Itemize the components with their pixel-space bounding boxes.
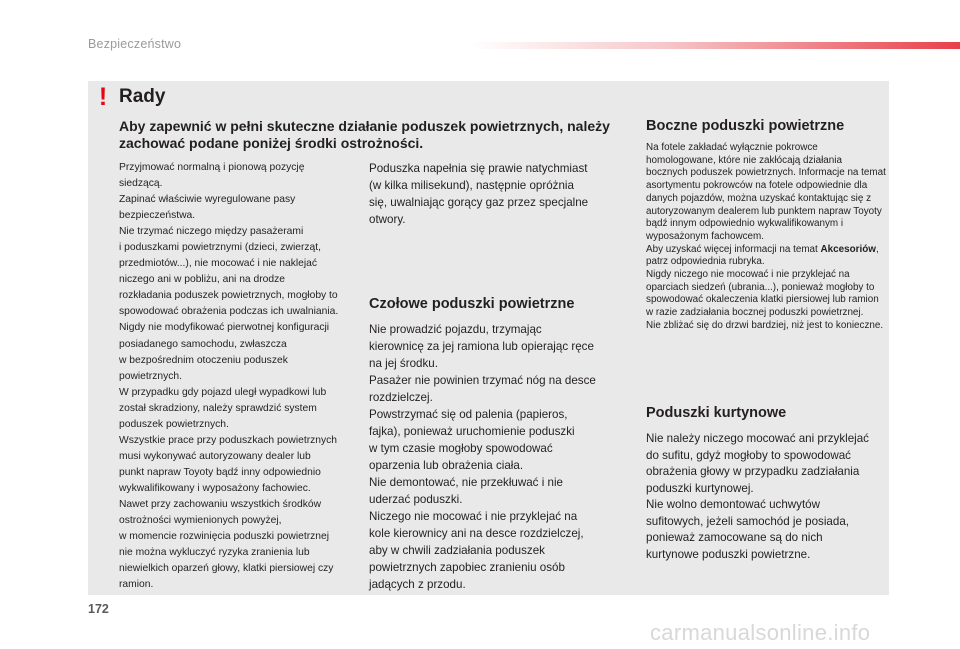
general-precautions-text: Przyjmować normalną i pionową pozycję siedzącą. Zapinać właściwie wyregulowane pasy bezpieczeństwa. Nie trzymać niczego między pasażerami i poduszkami powietrznymi (dzieci, zwierząt, przedmiotów...), nie mocować i nie naklejać niczego ani w pobliżu, ani na drodze rozkładania poduszek powietrznych, mogłoby to spowodować obrażenia podczas ich uwalniania. Nigdy nie modyfikować pierwotnej konfiguracji posiadanego samochodu, zwłaszcza w bezpośrednim otoczeniu poduszek powietrznych. W przypadku gdy pojazd uległ wypadkowi lub został skradziony, należy sprawdzić system poduszek powietrznych. Wszystkie prace przy poduszkach powietrznych musi wykonywać autoryzowany dealer lub punkt napraw Toyoty bądź inny odpowiednio wykwalifikowany i wyposażony fachowiec. Nawet przy zachowaniu wszystkich środków ostrożności wymienionych powyżej, w momencie rozwinięcia poduszki powietrznej nie można wykluczyć ryzyka zranienia lub niewielkich oparzeń głowy, klatki piersiowej czy ramion. bbox=[119, 162, 339, 591]
side-airbags-text-part1: Na fotele zakładać wyłącznie pokrowce homologowane, które nie zakłócają działania bocznych poduszek powietrznych. Informacje na temat asortymentu pokrowców na fotele odpowiednie dla danych pojazdów, można uzyskać kontaktując się z autoryzowanym dealerem lub punktem napraw Toyoty bądź innym odpowiednio wykwalifikowanym i wyposażonym fachowcem. Aby uzyskać więcej informacji na temat bbox=[646, 142, 886, 255]
page-number: 172 bbox=[88, 602, 109, 616]
curtain-airbags-text: Nie należy niczego mocować ani przyklejać do sufitu, gdyż mogłoby to spowodować obrażenia głowy w przypadku zadziałania poduszki kurtynowej. Nie wolno demontować uchwytów sufitowych, jeżeli samochód je posiada, ponieważ zamocowane są do nich kurtynowe poduszki powietrzne. bbox=[646, 432, 869, 561]
side-airbags-text bbox=[646, 142, 886, 333]
panel-title: Rady bbox=[119, 86, 166, 107]
front-airbags-heading: Czołowe poduszki powietrzne bbox=[369, 296, 575, 312]
header-stripe bbox=[470, 42, 960, 49]
main-heading: Aby zapewnić w pełni skuteczne działanie poduszek powietrznych, należy zachować podane poniżej środki ostrożności. bbox=[119, 118, 610, 151]
curtain-airbags-heading: Poduszki kurtynowe bbox=[646, 405, 787, 421]
front-airbags-text: Nie prowadzić pojazdu, trzymając kierownicę za jej ramiona lub opierając ręce na jej środku. Pasażer nie powinien trzymać nóg na desce rozdzielczej. Powstrzymać się od palenia (papieros, fajka), ponieważ uruchomienie poduszki w tym czasie mogłoby spowodować oparzenia lub obrażenia ciała. Nie demontować, nie przekłuwać i nie uderzać poduszki. Niczego nie mocować i nie przyklejać na kole kierownicy ani na desce rozdzielczej, aby w chwili zadziałania poduszek powietrznych zapobiec zranieniu osób jadących z przodu. bbox=[369, 323, 596, 591]
warning-icon: ! bbox=[98, 83, 108, 111]
inflation-intro-text: Poduszka napełnia się prawie natychmiast (w kilka milisekund), następnie opróżnia się, uwalniając gorący gaz przez specjalne otwory. bbox=[369, 162, 589, 226]
side-airbags-heading: Boczne poduszki powietrzne bbox=[646, 118, 845, 134]
side-airbags-text-part2: , patrz odpowiednia rubryka. Nigdy niczego nie mocować i nie przyklejać na oparciach siedzeń (ubrania...), ponieważ mogłoby to spowodować okaleczenia klatki piersiowej lub ramion w razie zadziałania bocznej poduszki powietrznej. Nie zbliżać się do drzwi bardziej, niż jest to konieczne. bbox=[646, 243, 884, 331]
accessories-link-text: Akcesoriów bbox=[820, 243, 876, 255]
watermark: carmanualsonline.info bbox=[650, 620, 871, 645]
section-title: Bezpieczeństwo bbox=[88, 37, 182, 51]
